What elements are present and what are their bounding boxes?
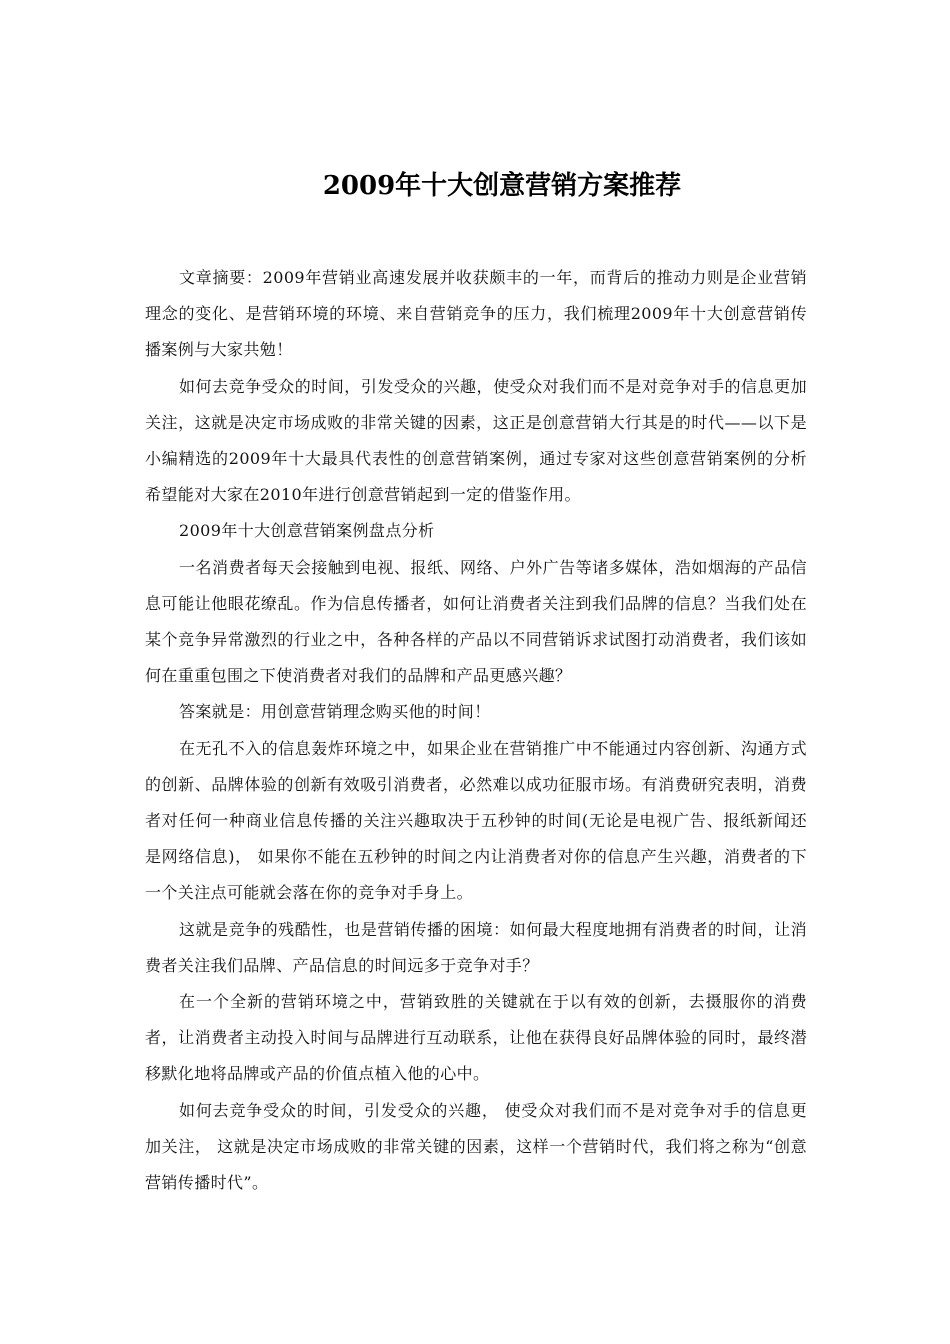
- paragraph: 答案就是：用创意营销理念购买他的时间！: [179, 702, 491, 722]
- section-heading: 2009年十大创意营销案例盘点分析: [179, 521, 435, 541]
- document-title: 2009年十大创意营销方案推荐: [322, 171, 682, 201]
- paragraph: 在无孔不入的信息轰炸环境之中，如果企业在营销推广中不能通过内容创新、沟通方式的创新、品牌体验的创新有效吸引消费者，必然难以成功征服市场。有消费研究表明，消费者对任何一种商业信息传播的关注兴趣取决于五秒钟的时间(无论是电视广告、报纸新闻还是网络信息)， 如果你不能在五秒钟的时间之内让消费者对你的信息产生兴趣，消费者的下一个关注点可能就会落在你的竞争对手身上。: [145, 738, 807, 903]
- document-body: [145, 260, 807, 1201]
- paragraph: 在一个全新的营销环境之中，营销致胜的关键就在于以有效的创新，去摄服你的消费者，让消费者主动投入时间与品牌进行互动联系，让他在获得良好品牌体验的同时，最终潜移默化地将品牌或产品的价值点植入他的心中。: [145, 992, 807, 1084]
- paragraph-abstract: 文章摘要：2009年营销业高速发展并收获颇丰的一年，而背后的推动力则是企业营销理念的变化、是营销环境的环境、来自营销竞争的压力，我们梳理2009年十大创意营销传播案例与大家共勉！: [145, 268, 807, 360]
- paragraph: 如何去竞争受众的时间，引发受众的兴趣，使受众对我们而不是对竞争对手的信息更加关注，这就是决定市场成败的非常关键的因素，这正是创意营销大行其是的时代——以下是小编精选的2009年十大最具代表性的创意营销案例，通过专家对这些创意营销案例的分析希望能对大家在2010年进行创意营销起到一定的借鉴作用。: [145, 376, 807, 505]
- paragraph: 这就是竞争的残酷性，也是营销传播的困境：如何最大程度地拥有消费者的时间，让消费者关注我们品牌、产品信息的时间远多于竞争对手？: [145, 919, 807, 975]
- paragraph: 一名消费者每天会接触到电视、报纸、网络、户外广告等诸多媒体，浩如烟海的产品信息可能让他眼花缭乱。作为信息传播者，如何让消费者关注到我们品牌的信息？当我们处在某个竞争异常激烈的行业之中，各种各样的产品以不同营销诉求试图打动消费者，我们该如何在重重包围之下使消费者对我们的品牌和产品更感兴趣？: [145, 557, 807, 686]
- paragraph: 如何去竞争受众的时间，引发受众的兴趣， 使受众对我们而不是对竞争对手的信息更加关注， 这就是决定市场成败的非常关键的因素，这样一个营销时代，我们将之称为“创意营销传播时代”。: [145, 1100, 807, 1193]
